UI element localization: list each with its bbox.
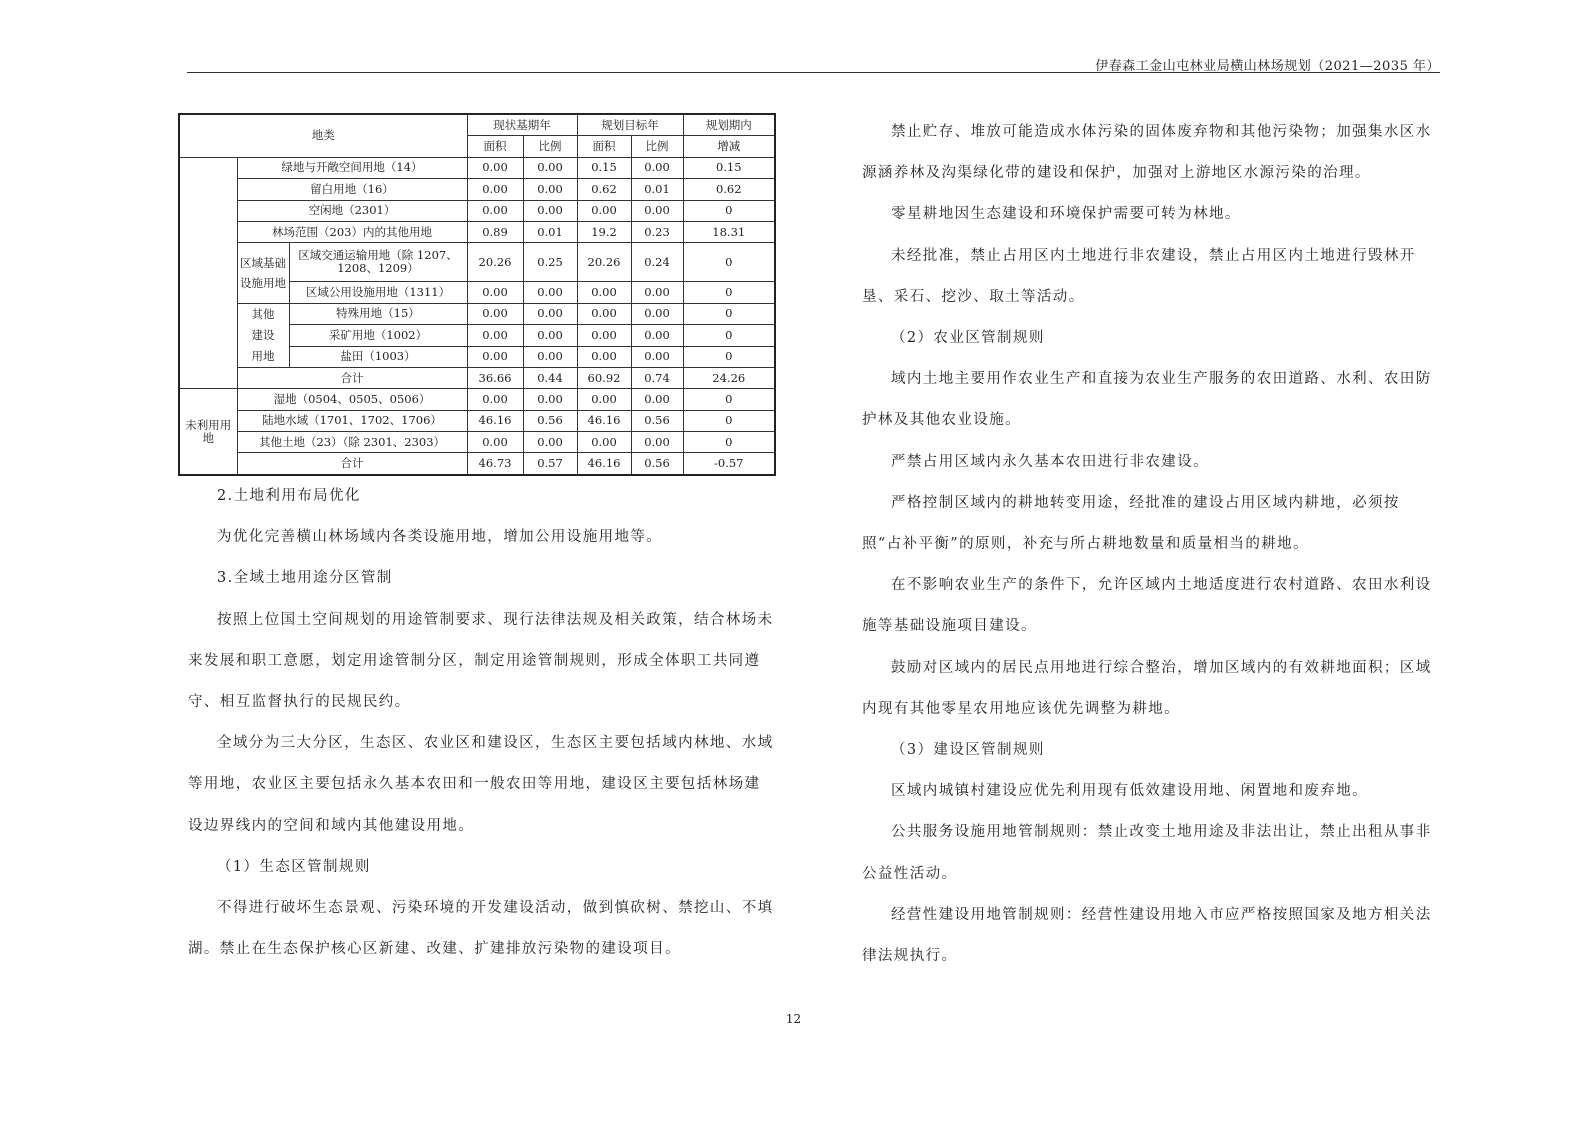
cell: 0.00 <box>467 200 523 221</box>
paragraph: 不得进行破坏生态景观、污染环境的开发建设活动，做到慎砍树、禁挖山、不填湖。禁止在生态保护核心区新建、改建、扩建排放污染物的建设项目。 <box>188 900 774 958</box>
paragraph: 未经批准，禁止占用区内土地进行非农建设，禁止占用区内土地进行毁林开垦、采石、挖沙、取土等活动。 <box>862 247 1416 305</box>
col-header-change-top: 规划期内 <box>683 114 775 136</box>
subsection-heading: （3）建设区管制规则 <box>891 742 1045 759</box>
cell: 0 <box>683 432 775 453</box>
paragraph: 零星耕地因生态建设和环境保护需要可转为林地。 <box>891 206 1241 223</box>
section-heading: 3.全域土地用途分区管制 <box>217 570 393 587</box>
table-row <box>179 157 775 178</box>
cell: 0.00 <box>577 200 631 221</box>
col-header-area: 面积 <box>577 136 631 157</box>
table-row <box>179 243 775 282</box>
paragraph: 区域内城镇村建设应优先利用现有低效建设用地、闲置地和废弃地。 <box>891 783 1368 800</box>
table-row <box>179 432 775 453</box>
cell: -0.57 <box>683 453 775 475</box>
cell: 0.00 <box>523 282 577 303</box>
land-use-table <box>178 113 776 476</box>
paragraph: 按照上位国土空间规划的用途管制要求、现行法律法规及相关政策，结合林场未来发展和职工意愿，划定用途管制分区，制定用途管制规则，形成全体职工共同遵守、相互监督执行的民规民约。 <box>188 611 774 711</box>
cell: 0.00 <box>467 325 523 346</box>
cell: 0.56 <box>523 410 577 431</box>
cell: 0.00 <box>523 389 577 410</box>
cell: 0.00 <box>577 346 631 367</box>
section-heading: 2.土地利用布局优化 <box>217 488 361 504</box>
table-row <box>179 303 775 324</box>
cell: 0.00 <box>631 200 683 221</box>
cell: 0.00 <box>467 282 523 303</box>
col-header-ratio: 比例 <box>631 136 683 157</box>
cell: 0.00 <box>523 303 577 324</box>
cell: 0.00 <box>467 157 523 178</box>
paragraph: 经营性建设用地管制规则：经营性建设用地入市应严格按照国家及地方相关法律法规执行。 <box>862 906 1432 965</box>
cell: 0.00 <box>467 389 523 410</box>
cell: 0 <box>683 410 775 431</box>
cell: 0.24 <box>631 243 683 282</box>
cell: 0.00 <box>577 389 631 410</box>
cell: 60.92 <box>577 367 631 388</box>
header-rule <box>187 72 1440 73</box>
table-row <box>179 200 775 221</box>
table-row <box>179 389 775 410</box>
cell: 0.15 <box>683 157 775 178</box>
cell: 0.00 <box>631 303 683 324</box>
group-regional-infra: 区域基础设施用地 <box>237 243 289 303</box>
cell: 0.00 <box>631 282 683 303</box>
cell: 0.56 <box>631 410 683 431</box>
cell: 0.62 <box>577 179 631 200</box>
cell: 0.56 <box>631 453 683 475</box>
cell: 46.16 <box>467 410 523 431</box>
cell: 0.44 <box>523 367 577 388</box>
cell: 0.23 <box>631 221 683 242</box>
cell: 0.62 <box>683 179 775 200</box>
row-name: 其他土地（23）（除 2301、2303） <box>237 432 467 453</box>
paragraph: 域内土地主要用作农业生产和直接为农业生产服务的农田道路、水利、农田防护林及其他农业设施。 <box>862 371 1432 429</box>
cell: 0.00 <box>577 303 631 324</box>
row-name: 采矿用地（1002） <box>289 325 467 346</box>
cell: 0.00 <box>467 432 523 453</box>
cell: 0.01 <box>523 221 577 242</box>
cell: 0.00 <box>631 346 683 367</box>
table-row <box>179 410 775 431</box>
cell: 0.00 <box>631 325 683 346</box>
cell: 0 <box>683 282 775 303</box>
table-row <box>179 221 775 242</box>
cell: 20.26 <box>577 243 631 282</box>
cell: 0 <box>683 389 775 410</box>
cell: 0.00 <box>523 432 577 453</box>
col-header-change-bottom: 增减 <box>683 136 775 157</box>
subsection-heading: （1）生态区管制规则 <box>217 858 371 875</box>
cell: 0.00 <box>631 432 683 453</box>
cell: 0.00 <box>631 389 683 410</box>
row-name: 特殊用地（15） <box>289 303 467 324</box>
paragraph: 禁止贮存、堆放可能造成水体污染的固体废弃物和其他污染物；加强集水区水源涵养林及沟渠绿化带的建设和保护，加强对上游地区水源污染的治理。 <box>862 124 1432 182</box>
table-row-total <box>179 367 775 388</box>
row-name: 绿地与开敞空间用地（14） <box>237 157 467 178</box>
cell: 0.15 <box>577 157 631 178</box>
cell: 0.00 <box>467 303 523 324</box>
row-name: 陆地水域（1701、1702、1706） <box>237 410 467 431</box>
row-name: 区域公用设施用地（1311） <box>289 282 467 303</box>
cell: 0.01 <box>631 179 683 200</box>
table-header-row <box>179 114 775 136</box>
row-name: 林场范围（203）内的其他用地 <box>237 221 467 242</box>
table-row <box>179 179 775 200</box>
row-name: 合计 <box>237 453 467 475</box>
col-header-base-year: 现状基期年 <box>467 114 577 136</box>
row-name: 合计 <box>237 367 467 388</box>
cell: 0.00 <box>523 179 577 200</box>
cell: 0.00 <box>631 157 683 178</box>
paragraph: 全域分为三大分区，生态区、农业区和建设区，生态区主要包括域内林地、水域等用地，农业区主要包括永久基本农田和一般农田等用地，建设区主要包括林场建设边界线内的空间和域内其他建设用地。 <box>188 735 774 834</box>
col-header-target-year: 规划目标年 <box>577 114 683 136</box>
cell: 0.74 <box>631 367 683 388</box>
cell: 0.00 <box>523 157 577 178</box>
cell: 0 <box>683 325 775 346</box>
cell: 0 <box>683 303 775 324</box>
cell: 46.73 <box>467 453 523 475</box>
col-header-area: 面积 <box>467 136 523 157</box>
cell: 20.26 <box>467 243 523 282</box>
cell: 18.31 <box>683 221 775 242</box>
row-name: 湿地（0504、0505、0506） <box>237 389 467 410</box>
cell: 0.00 <box>467 346 523 367</box>
cell: 0.89 <box>467 221 523 242</box>
table-row-total <box>179 453 775 475</box>
row-name: 空闲地（2301） <box>237 200 467 221</box>
cell: 46.16 <box>577 453 631 475</box>
cell: 0.00 <box>523 200 577 221</box>
row-name: 盐田（1003） <box>289 346 467 367</box>
running-header: 伊春森工金山屯林业局横山林场规划（2021—2035 年） <box>1095 59 1440 74</box>
cell: 0.00 <box>467 179 523 200</box>
group-construction-blank <box>179 157 237 389</box>
left-column <box>188 476 774 970</box>
paragraph: 公共服务设施用地管制规则：禁止改变土地用途及非法出让，禁止出租从事非公益性活动。 <box>862 824 1432 882</box>
col-header-ratio: 比例 <box>523 136 577 157</box>
cell: 0 <box>683 200 775 221</box>
cell: 46.16 <box>577 410 631 431</box>
cell: 0.00 <box>577 325 631 346</box>
cell: 0.00 <box>577 282 631 303</box>
cell: 24.26 <box>683 367 775 388</box>
paragraph: 在不影响农业生产的条件下，允许区域内土地适度进行农村道路、农田水利设施等基础设施项目建设。 <box>862 577 1432 635</box>
group-other-construction: 其他建设用地 <box>237 303 289 367</box>
subsection-heading: （2）农业区管制规则 <box>891 330 1045 347</box>
cell: 36.66 <box>467 367 523 388</box>
group-unused: 未利用用地 <box>179 389 237 475</box>
row-name: 留白用地（16） <box>237 179 467 200</box>
cell: 0.00 <box>523 325 577 346</box>
cell: 0 <box>683 346 775 367</box>
right-column <box>862 112 1440 977</box>
page-number: 12 <box>785 1012 802 1026</box>
cell: 0.00 <box>523 346 577 367</box>
cell: 0 <box>683 243 775 282</box>
cell: 19.2 <box>577 221 631 242</box>
paragraph: 严格控制区域内的耕地转变用途，经批准的建设占用区域内耕地，必须按照“占补平衡”的原则，补充与所占耕地数量和质量相当的耕地。 <box>862 494 1400 553</box>
paragraph: 鼓励对区域内的居民点用地进行综合整治，增加区域内的有效耕地面积；区域内现有其他零星农用地应该优先调整为耕地。 <box>862 659 1432 717</box>
paragraph: 为优化完善横山林场域内各类设施用地，增加公用设施用地等。 <box>217 529 663 546</box>
cell: 0.57 <box>523 453 577 475</box>
paragraph: 严禁占用区域内永久基本农田进行非农建设。 <box>891 453 1209 470</box>
col-header-category: 地类 <box>179 114 467 157</box>
row-name: 区域交通运输用地（除 1207、1208、1209） <box>289 243 467 282</box>
cell: 0.00 <box>577 432 631 453</box>
cell: 0.25 <box>523 243 577 282</box>
